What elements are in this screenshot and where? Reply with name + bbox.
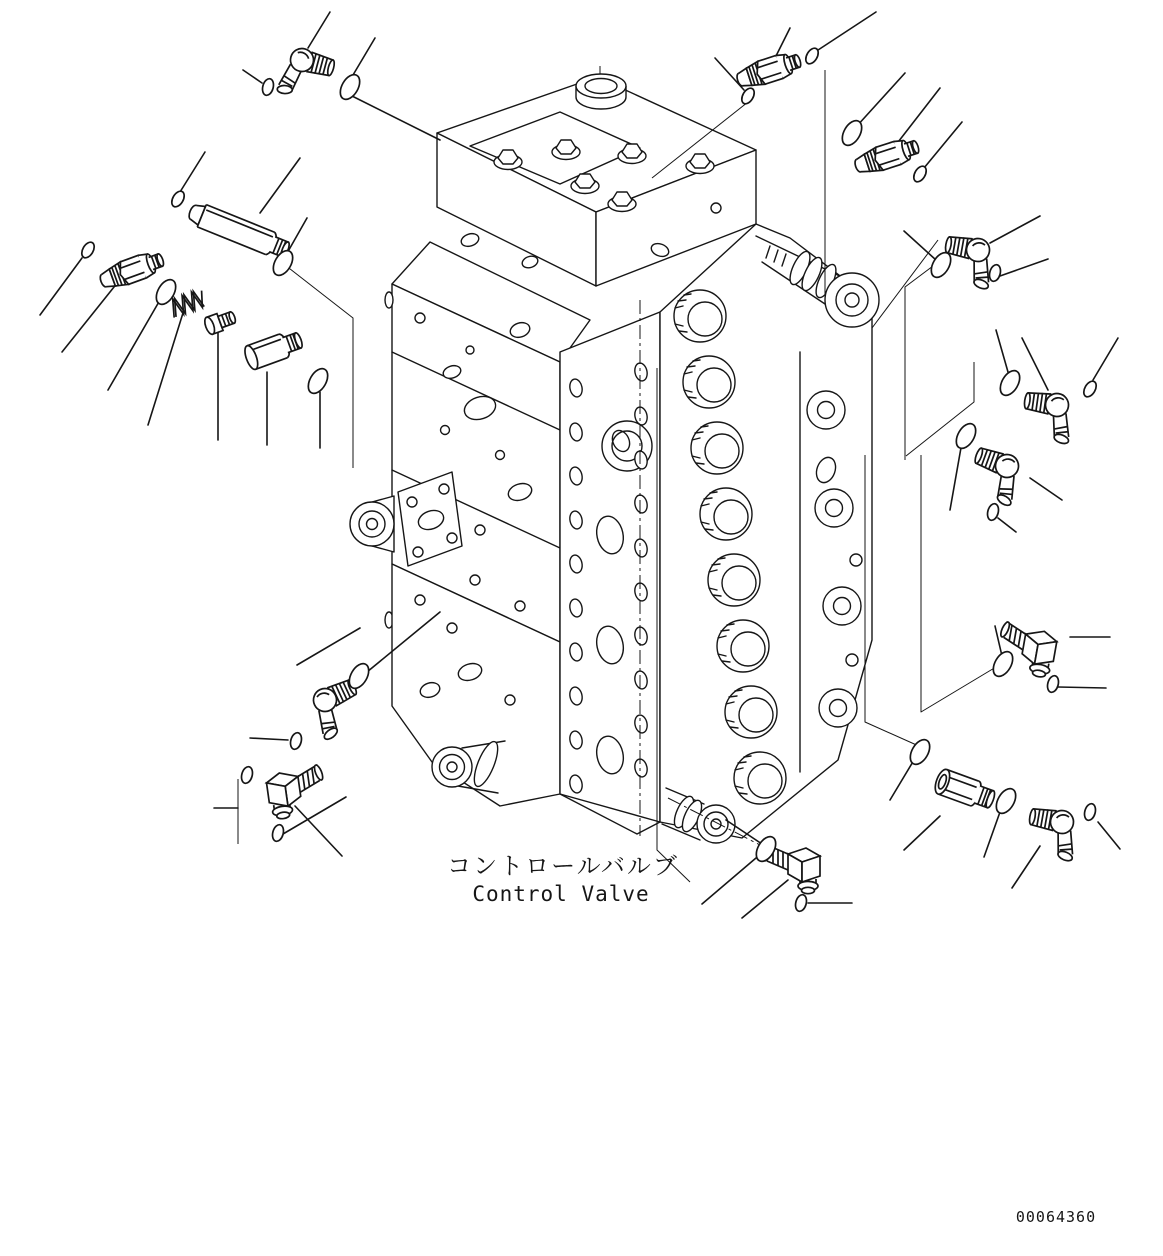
valve-top-section [437, 74, 756, 286]
part-oring-sm [169, 189, 187, 209]
witness-line [865, 455, 921, 747]
spool-cap [708, 554, 760, 606]
spool-cap [674, 290, 726, 342]
leader-line [250, 738, 288, 740]
leader-line [1098, 822, 1120, 849]
leader-line [1093, 338, 1118, 380]
leader-line [108, 300, 160, 390]
leader-line [1012, 846, 1040, 888]
part-oring-sm [1046, 674, 1060, 693]
part-oring-sm [79, 240, 97, 260]
linkage-boss [819, 689, 857, 727]
valve-port-face [560, 300, 660, 836]
hex-bolt-head [575, 174, 595, 188]
leader-line [350, 95, 440, 140]
spool-cap [683, 356, 735, 408]
hex-bolt-head [612, 192, 632, 206]
part-oring-sm [1083, 802, 1097, 821]
part-oring [752, 833, 779, 864]
linkage-boss [823, 587, 861, 625]
witness-line [905, 263, 937, 460]
hex-bolt-head [622, 144, 642, 158]
part-oring-sm [271, 823, 285, 842]
part-plug [203, 308, 238, 335]
spool-cap [725, 686, 777, 738]
leader-line [260, 158, 300, 213]
title-english: Control Valve [472, 882, 650, 906]
spool-cap [700, 488, 752, 540]
witness-line [285, 265, 353, 468]
part-cylinder [242, 328, 305, 371]
leader-line [1030, 478, 1062, 500]
part-connector [97, 248, 167, 293]
leader-line [1022, 338, 1048, 390]
leader-line [984, 812, 1000, 857]
leader-line [996, 330, 1008, 372]
control-valve-body [350, 66, 879, 846]
leader-line [353, 38, 375, 75]
linkage-boss [815, 489, 853, 527]
leader-line [148, 313, 183, 425]
title-japanese: コントロールバルブ [447, 852, 679, 880]
leader-line [904, 816, 940, 850]
part-oring-sm [988, 263, 1002, 282]
leader-line [308, 12, 330, 48]
leader-line [775, 28, 790, 58]
spool-cap [734, 752, 786, 804]
part-connector [734, 49, 804, 92]
leader-line [180, 152, 205, 192]
part-elbow [275, 44, 336, 105]
hex-bolt-head [498, 150, 518, 164]
part-oring [952, 420, 979, 451]
leader-line [297, 628, 360, 665]
part-elbow [1023, 805, 1081, 863]
leader-line [998, 518, 1016, 532]
valve-mid-section [350, 242, 590, 642]
leader-line [243, 70, 262, 83]
part-oring-sm [1081, 379, 1099, 399]
part-oring [336, 71, 363, 102]
witness-line [921, 455, 996, 712]
leader-line [904, 231, 936, 260]
doc-number: 00064360 [1015, 1208, 1097, 1226]
hex-bolt-head [556, 140, 576, 154]
leader-line [924, 122, 962, 168]
spool-cap [691, 422, 743, 474]
part-oring [989, 648, 1016, 679]
leader-line [702, 858, 756, 904]
leader-line [990, 216, 1040, 243]
leader-line [950, 442, 962, 510]
spool-cap [717, 620, 769, 672]
part-adapter [932, 768, 997, 813]
leader-line [895, 88, 940, 146]
part-long-cyl [186, 200, 293, 262]
linkage-boss [807, 391, 845, 429]
part-oring [996, 367, 1023, 398]
part-oring-sm [794, 893, 808, 912]
part-oring-sm [240, 765, 254, 784]
part-oring-sm [289, 731, 303, 750]
part-oring [906, 736, 933, 767]
part-elbow [1019, 389, 1075, 445]
part-connector [852, 135, 922, 178]
part-oring-sm [261, 77, 275, 96]
part-oring-sm [911, 164, 929, 184]
leader-line [815, 12, 876, 52]
part-oring [992, 785, 1019, 816]
part-oring [304, 365, 331, 396]
leader-line [62, 277, 122, 352]
leader-line [1058, 687, 1106, 688]
leader-line [286, 218, 307, 255]
leader-line [890, 760, 914, 800]
hex-bolt-head [690, 154, 710, 168]
part-oring-sm [739, 86, 757, 106]
leader-line [856, 73, 905, 127]
part-elbow [963, 444, 1027, 508]
leader-line [1000, 259, 1048, 276]
valve-spool-bank [660, 224, 879, 838]
leader-line [40, 258, 82, 315]
leader-line [742, 880, 788, 918]
